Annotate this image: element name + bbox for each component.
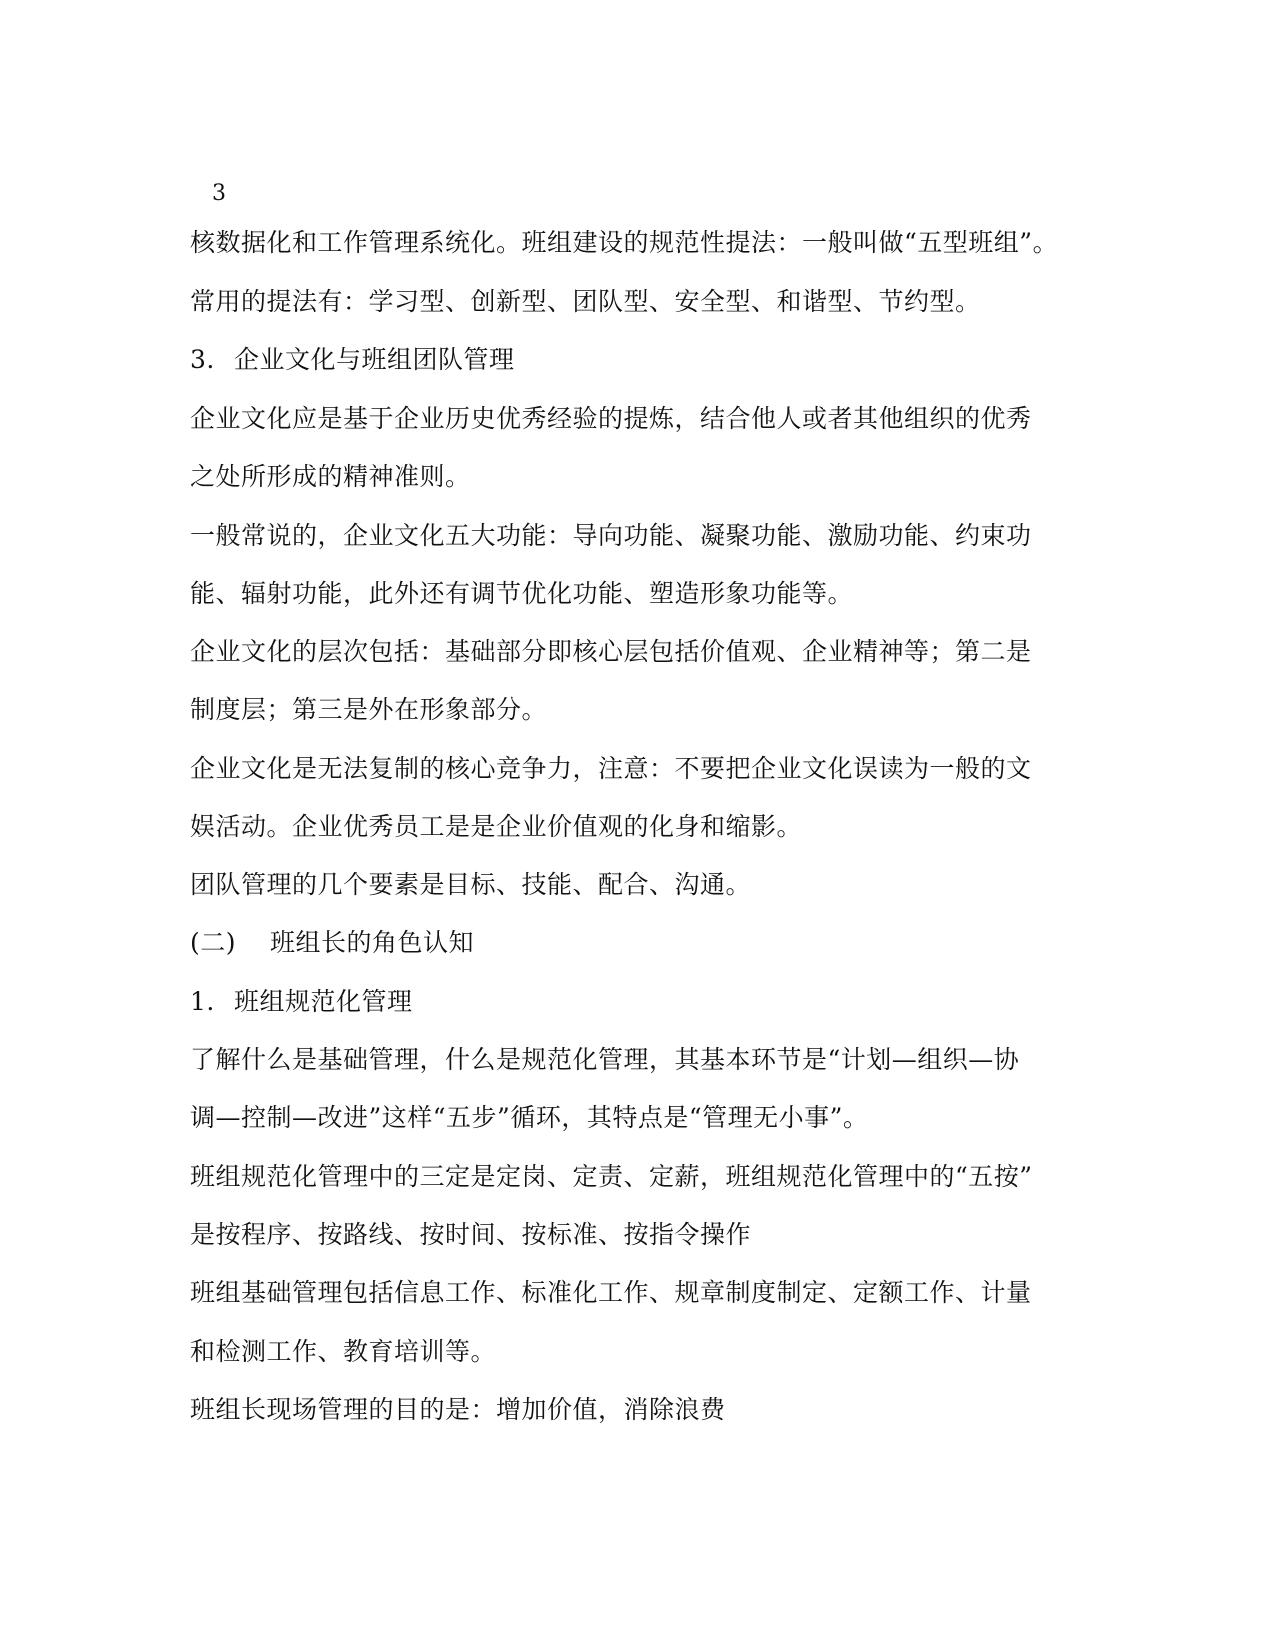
paragraph-line: 班组长现场管理的目的是：增加价值，消除浪费 (190, 1395, 726, 1424)
section-number: 1. (190, 987, 215, 1016)
paragraph-line: 之处所形成的精神准则。 (190, 462, 471, 491)
paragraph-line: 企业文化的层次包括：基础部分即核心层包括价值观、企业精神等；第二是 (190, 637, 1032, 666)
section-title: 班组长的角色认知 (270, 928, 475, 957)
paragraph-line: 常用的提法有：学习型、创新型、团队型、安全型、和谐型、节约型。 (190, 287, 981, 316)
section-title: 班组规范化管理 (234, 987, 413, 1016)
section-heading-team-leader-role (190, 928, 474, 958)
section-heading-standardized-management (190, 987, 413, 1017)
paragraph-line: 企业文化是无法复制的核心竞争力，注意：不要把企业文化误读为一般的文 (190, 754, 1032, 783)
paragraph-line: 班组基础管理包括信息工作、标准化工作、规章制度制定、定额工作、计量 (190, 1278, 1032, 1307)
section-number: (二) (190, 928, 237, 957)
section-heading-enterprise-culture (190, 345, 515, 375)
section-number: 3. (190, 345, 215, 374)
paragraph-line: 了解什么是基础管理，什么是规范化管理，其基本环节是“计划—组织—协 (190, 1045, 1020, 1074)
paragraph-line: 团队管理的几个要素是目标、技能、配合、沟通。 (190, 870, 752, 899)
paragraph-line: 班组规范化管理中的三定是定岗、定责、定薪，班组规范化管理中的“五按” (190, 1162, 1033, 1191)
paragraph-line: 娱活动。企业优秀员工是是企业价值观的化身和缩影。 (190, 812, 803, 841)
paragraph-line: 一般常说的，企业文化五大功能：导向功能、凝聚功能、激励功能、约束功 (190, 521, 1032, 550)
page-number: 3 (212, 181, 226, 206)
paragraph-line: 核数据化和工作管理系统化。班组建设的规范性提法：一般叫做“五型班组”。 (190, 228, 1059, 257)
section-title: 企业文化与班组团队管理 (234, 345, 515, 374)
paragraph-line: 调—控制—改进”这样“五步”循环，其特点是“管理无小事”。 (190, 1103, 869, 1132)
paragraph-line: 是按程序、按路线、按时间、按标准、按指令操作 (190, 1220, 752, 1249)
paragraph-line: 能、辐射功能，此外还有调节优化功能、塑造形象功能等。 (190, 579, 854, 608)
paragraph-line: 制度层；第三是外在形象部分。 (190, 695, 548, 724)
paragraph-line: 企业文化应是基于企业历史优秀经验的提炼，结合他人或者其他组织的优秀 (190, 404, 1032, 433)
paragraph-line: 和检测工作、教育培训等。 (190, 1337, 497, 1366)
